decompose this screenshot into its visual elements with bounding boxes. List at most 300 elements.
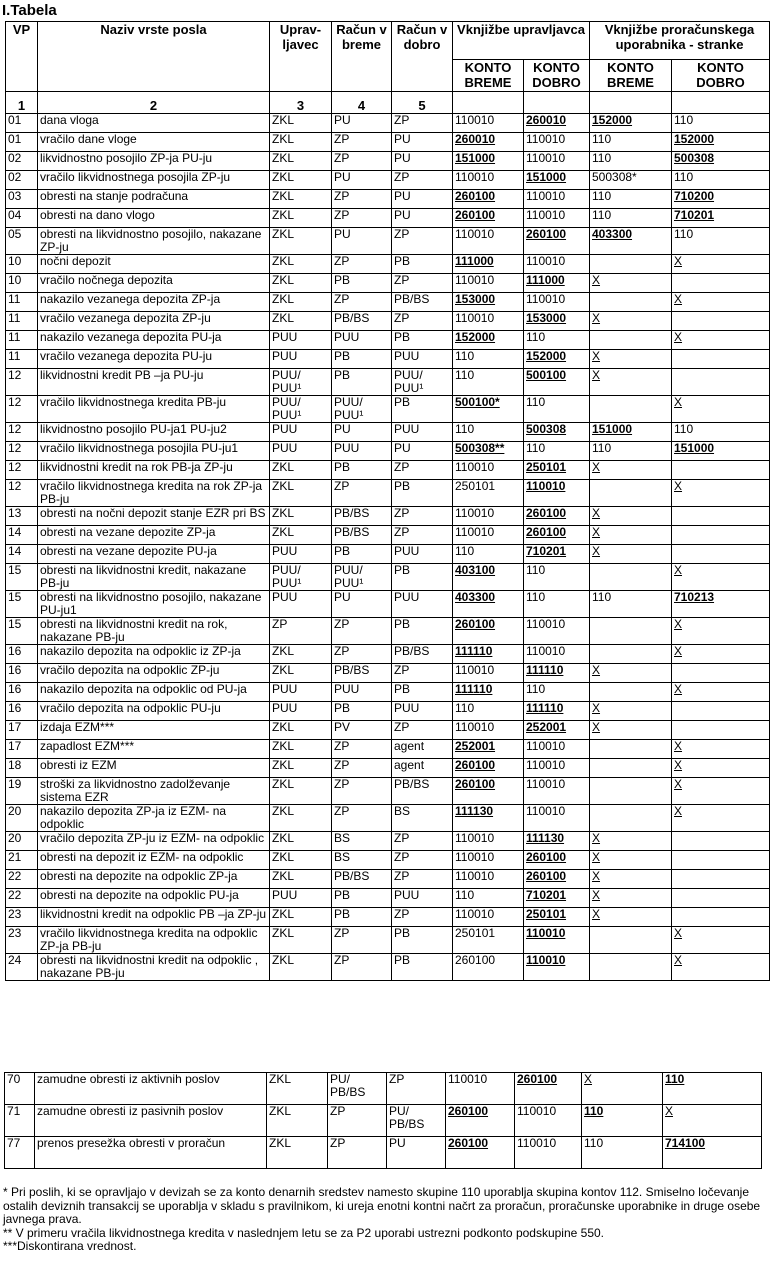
cell-dobro: ZP (392, 507, 453, 526)
cell-upravljavec: ZKL (270, 255, 332, 274)
header-num-empty (672, 92, 770, 114)
cell-breme: PB (332, 889, 392, 908)
cell-konto-dobro-pu (663, 1073, 762, 1105)
cell-breme: BS (332, 851, 392, 870)
cell-vp: 16 (6, 702, 38, 721)
underlined-konto: 151000 (674, 441, 715, 455)
cell-vp: 14 (6, 526, 38, 545)
cell-upravljavec: ZKL (270, 480, 332, 507)
cell-konto-breme-pu (590, 702, 672, 721)
cell-konto-breme-pu (590, 870, 672, 889)
cell-konto-breme-upr (453, 442, 524, 461)
table-row (6, 870, 770, 889)
cell-vp: 14 (6, 545, 38, 564)
cell-breme: ZP (332, 190, 392, 209)
cell-breme: PU (332, 228, 392, 255)
cell-naziv: obresti na vezane depozite ZP-ja (38, 526, 270, 545)
header-num-empty (590, 92, 672, 114)
cell-dobro: PU (392, 190, 453, 209)
table-row (6, 618, 770, 645)
cell-konto-dobro-pu (672, 369, 770, 396)
underlined-konto: 260100 (526, 869, 567, 883)
x-mark: X (674, 330, 683, 344)
cell-konto-breme-pu (590, 778, 672, 805)
cell-konto-dobro-upr (524, 870, 590, 889)
footnote-1: * Pri poslih, ki se opravljajo v devizah se za konto denarnih sredstev namesto skupine 110 uporablja skupina kontov 112. Smiselno ločevanje ostalih deviznih transakcij se uporablja v skladu s pravilnikom, ki ureja enotni kontni načrt za proračun, proračunske uporabnike in druge osebe javnega prava. (3, 1185, 761, 1226)
cell-upravljavec: ZKL (270, 851, 332, 870)
x-mark: X (674, 926, 683, 940)
cell-breme: ZP (332, 954, 392, 981)
cell-upravljavec: PUU (270, 683, 332, 702)
cell-naziv: prenos presežka obresti v proračun (35, 1137, 267, 1169)
underlined-konto: 710201 (526, 888, 567, 902)
cell-konto-breme-upr: 110 (453, 350, 524, 369)
header-vp: VP (6, 22, 38, 92)
table-row (6, 331, 770, 350)
cell-naziv: obresti na likvidnostno posojilo, nakazane ZP-ju (38, 228, 270, 255)
cell-breme: PU/ PB/BS (328, 1073, 387, 1105)
table-row (6, 564, 770, 591)
underlined-konto: 260100 (526, 850, 567, 864)
header-num-4: 4 (332, 92, 392, 114)
underlined-konto: 260100 (455, 758, 496, 772)
table-row (6, 683, 770, 702)
cell-breme: ZP (332, 927, 392, 954)
x-mark: X (592, 720, 601, 734)
cell-konto-dobro-pu (672, 759, 770, 778)
cell-naziv: zamudne obresti iz pasivnih poslov (35, 1105, 267, 1137)
x-mark: X (674, 254, 683, 268)
cell-naziv: zapadlost EZM*** (38, 740, 270, 759)
cell-upravljavec: ZKL (267, 1137, 328, 1169)
cell-konto-breme-upr: 260100 (453, 954, 524, 981)
underlined-konto: 110010 (526, 953, 566, 967)
cell-konto-dobro-upr: 110010 (524, 255, 590, 274)
underlined-konto: 500100* (455, 395, 500, 409)
cell-konto-breme-upr: 110010 (453, 114, 524, 133)
x-mark: X (592, 869, 601, 883)
cell-konto-breme-upr: 110 (453, 423, 524, 442)
cell-dobro: PB (392, 255, 453, 274)
cell-konto-dobro-pu (672, 805, 770, 832)
header-num-1: 1 (6, 92, 38, 114)
table-row (6, 507, 770, 526)
cell-dobro: PB (392, 331, 453, 350)
cell-vp: 17 (6, 740, 38, 759)
footnotes (3, 1186, 769, 1254)
cell-dobro: ZP (392, 664, 453, 683)
underlined-konto: 260100 (448, 1136, 489, 1150)
cell-konto-dobro-pu (672, 442, 770, 461)
underlined-konto: 710200 (674, 189, 715, 203)
cell-konto-dobro-upr: 110010 (524, 805, 590, 832)
x-mark: X (674, 953, 683, 967)
cell-upravljavec: ZKL (270, 721, 332, 740)
cell-konto-dobro-pu (672, 618, 770, 645)
cell-dobro: PU (387, 1137, 446, 1169)
cell-konto-dobro-pu (672, 954, 770, 981)
cell-konto-dobro-upr (524, 171, 590, 190)
cell-konto-dobro-pu (672, 645, 770, 664)
cell-konto-breme-upr: 110010 (453, 721, 524, 740)
cell-konto-dobro-pu (672, 564, 770, 591)
cell-naziv: obresti na likvidnostni kredit, nakazane PB-ju (38, 564, 270, 591)
cell-upravljavec: ZKL (270, 870, 332, 889)
cell-konto-breme-pu (590, 954, 672, 981)
main-table (5, 21, 770, 981)
cell-konto-dobro-upr (515, 1073, 582, 1105)
cell-konto-breme-pu (590, 564, 672, 591)
cell-konto-dobro-pu (672, 350, 770, 369)
cell-dobro: ZP (392, 228, 453, 255)
x-mark: X (592, 701, 601, 715)
cell-konto-dobro-upr: 110010 (524, 209, 590, 228)
cell-konto-dobro-pu (663, 1105, 762, 1137)
underlined-konto: 110 (665, 1072, 685, 1086)
cell-konto-dobro-upr (524, 721, 590, 740)
cell-konto-breme-upr: 110010 (453, 908, 524, 927)
cell-vp: 24 (6, 954, 38, 981)
cell-konto-dobro-pu (663, 1137, 762, 1169)
cell-naziv: nočni depozit (38, 255, 270, 274)
cell-naziv: vračilo nočnega depozita (38, 274, 270, 293)
cell-konto-dobro-upr (524, 545, 590, 564)
cell-vp: 15 (6, 591, 38, 618)
footnote-3: ***Diskontirana vrednost. (3, 1239, 137, 1253)
cell-dobro: PUU (392, 545, 453, 564)
table-row (6, 114, 770, 133)
cell-konto-breme-upr: 110010 (453, 851, 524, 870)
underlined-konto: 110010 (526, 926, 566, 940)
underlined-konto: 714100 (665, 1136, 706, 1150)
cell-konto-breme-upr (446, 1137, 515, 1169)
x-mark: X (674, 563, 683, 577)
cell-vp: 11 (6, 312, 38, 331)
x-mark: X (674, 395, 683, 409)
cell-konto-breme-upr (453, 683, 524, 702)
cell-naziv: obresti na nočni depozit stanje EZR pri BS (38, 507, 270, 526)
cell-breme: ZP (328, 1137, 387, 1169)
cell-konto-breme-pu (590, 889, 672, 908)
underlined-konto: 152000 (674, 132, 715, 146)
cell-breme: PB/BS (332, 526, 392, 545)
cell-konto-breme-pu (590, 274, 672, 293)
cell-naziv: nakazilo vezanega depozita ZP-ja (38, 293, 270, 312)
cell-upravljavec: PUU/ PUU¹ (270, 369, 332, 396)
underlined-konto: 111110 (526, 663, 564, 677)
cell-dobro: PUU (392, 350, 453, 369)
cell-upravljavec: ZKL (270, 152, 332, 171)
cell-upravljavec: ZKL (270, 171, 332, 190)
cell-upravljavec: ZKL (270, 293, 332, 312)
x-mark: X (674, 758, 683, 772)
cell-upravljavec: PUU/ PUU¹ (270, 564, 332, 591)
table-row (6, 721, 770, 740)
cell-upravljavec: PUU (270, 350, 332, 369)
cell-dobro: PB (392, 618, 453, 645)
x-mark: X (674, 292, 683, 306)
underlined-konto: 260100 (526, 506, 567, 520)
cell-konto-breme-pu: 110 (582, 1137, 663, 1169)
cell-upravljavec: PUU/ PUU¹ (270, 396, 332, 423)
table-row (6, 908, 770, 927)
cell-breme: ZP (328, 1105, 387, 1137)
underlined-konto: 152000 (455, 330, 496, 344)
x-mark: X (592, 888, 601, 902)
underlined-konto: 260100 (448, 1104, 489, 1118)
cell-upravljavec: ZKL (270, 507, 332, 526)
cell-konto-dobro-upr: 110 (524, 396, 590, 423)
cell-vp: 16 (6, 664, 38, 683)
cell-naziv: nakazilo depozita na odpoklic od PU-ja (38, 683, 270, 702)
table-row (5, 1105, 762, 1137)
table-row (6, 350, 770, 369)
cell-konto-breme-upr (453, 209, 524, 228)
cell-konto-dobro-upr: 110 (524, 683, 590, 702)
cell-breme: PUU (332, 331, 392, 350)
cell-konto-breme-pu (590, 312, 672, 331)
page-title: I.Tabela (2, 2, 57, 19)
cell-konto-dobro-upr (524, 274, 590, 293)
cell-vp: 15 (6, 618, 38, 645)
cell-konto-dobro-upr (524, 851, 590, 870)
table-row (6, 805, 770, 832)
cell-vp: 03 (6, 190, 38, 209)
table-row (6, 778, 770, 805)
header-dobro: Račun v dobro (392, 22, 453, 92)
cell-breme: PU (332, 591, 392, 618)
cell-vp: 12 (6, 423, 38, 442)
cell-dobro: PB (392, 564, 453, 591)
underlined-konto: 152000 (526, 349, 567, 363)
cell-konto-dobro-upr: 110010 (524, 190, 590, 209)
cell-konto-breme-pu (590, 805, 672, 832)
table-row (6, 442, 770, 461)
cell-upravljavec: PUU (270, 889, 332, 908)
cell-konto-breme-pu (590, 526, 672, 545)
header-konto-dobro: KONTO DOBRO (524, 60, 590, 92)
cell-breme: PUU/ PUU¹ (332, 564, 392, 591)
x-mark: X (674, 682, 683, 696)
underlined-konto: 260100 (526, 525, 567, 539)
cell-naziv: likvidnostni kredit PB –ja PU-ju (38, 369, 270, 396)
x-mark: X (592, 907, 601, 921)
cell-naziv: zamudne obresti iz aktivnih poslov (35, 1073, 267, 1105)
underlined-konto: 111110 (455, 644, 493, 658)
cell-dobro: ZP (392, 274, 453, 293)
x-mark: X (592, 663, 601, 677)
cell-breme: ZP (332, 805, 392, 832)
underlined-konto: 153000 (526, 311, 567, 325)
header-num-2: 2 (38, 92, 270, 114)
cell-breme: PB (332, 369, 392, 396)
cell-naziv: obresti na depozit iz EZM- na odpoklic (38, 851, 270, 870)
cell-konto-breme-upr (453, 396, 524, 423)
underlined-konto: 260100 (517, 1072, 558, 1086)
x-mark: X (674, 644, 683, 658)
cell-vp: 12 (6, 442, 38, 461)
cell-naziv: obresti na depozite na odpoklic ZP-ja (38, 870, 270, 889)
cell-breme: ZP (332, 293, 392, 312)
cell-konto-dobro-pu (672, 778, 770, 805)
cell-upravljavec: ZKL (270, 228, 332, 255)
cell-konto-dobro-pu (672, 312, 770, 331)
cell-naziv: vračilo vezanega depozita ZP-ju (38, 312, 270, 331)
cell-naziv: stroški za likvidnostno zadolževanje sistema EZR (38, 778, 270, 805)
cell-konto-dobro-pu (672, 591, 770, 618)
cell-konto-dobro-upr: 110010 (524, 778, 590, 805)
table-row (6, 759, 770, 778)
cell-upravljavec: ZKL (270, 461, 332, 480)
underlined-konto: 250101 (526, 907, 567, 921)
underlined-konto: 710201 (526, 544, 567, 558)
cell-upravljavec: ZKL (270, 805, 332, 832)
cell-konto-dobro-pu (672, 526, 770, 545)
cell-dobro: BS (392, 805, 453, 832)
cell-vp: 12 (6, 480, 38, 507)
cell-breme: ZP (332, 480, 392, 507)
cell-upravljavec: ZKL (267, 1073, 328, 1105)
cell-vp: 18 (6, 759, 38, 778)
x-mark: X (592, 525, 601, 539)
cell-konto-dobro-upr (524, 664, 590, 683)
cell-konto-breme-pu: 110 (590, 442, 672, 461)
underlined-konto: 260100 (526, 227, 567, 241)
underlined-konto: 260010 (455, 132, 496, 146)
cell-konto-breme-pu (590, 255, 672, 274)
cell-konto-breme-upr: 110 (453, 545, 524, 564)
table-row (6, 480, 770, 507)
cell-konto-dobro-upr (524, 312, 590, 331)
table-row (6, 461, 770, 480)
cell-vp: 11 (6, 293, 38, 312)
table-row (6, 255, 770, 274)
underlined-konto: 500308 (674, 151, 715, 165)
cell-konto-dobro-pu (672, 461, 770, 480)
cell-konto-breme-upr (453, 645, 524, 664)
cell-naziv: dana vloga (38, 114, 270, 133)
cell-dobro: ZP (392, 526, 453, 545)
x-mark: X (592, 460, 601, 474)
cell-vp: 13 (6, 507, 38, 526)
cell-konto-dobro-upr (524, 114, 590, 133)
cell-konto-breme-pu (590, 461, 672, 480)
x-mark: X (592, 850, 601, 864)
cell-konto-breme-upr (453, 293, 524, 312)
cell-konto-dobro-pu (672, 396, 770, 423)
cell-dobro: PU (392, 133, 453, 152)
cell-konto-breme-upr (453, 331, 524, 350)
table-row (5, 1137, 762, 1169)
cell-naziv: obresti na stanje podračuna (38, 190, 270, 209)
underlined-konto: 111000 (455, 254, 494, 268)
cell-dobro: PB (392, 683, 453, 702)
cell-naziv: vračilo depozita ZP-ju iz EZM- na odpoklic (38, 832, 270, 851)
underlined-konto: 500308 (526, 422, 567, 436)
cell-upravljavec: ZKL (270, 190, 332, 209)
cell-vp: 11 (6, 331, 38, 350)
cell-dobro: agent (392, 759, 453, 778)
cell-naziv: likvidnostni kredit na odpoklic PB –ja ZP-ju (38, 908, 270, 927)
cell-upravljavec: ZKL (270, 908, 332, 927)
cell-vp: 16 (6, 645, 38, 664)
cell-breme: PUU (332, 683, 392, 702)
cell-konto-breme-upr (453, 740, 524, 759)
cell-breme: ZP (332, 740, 392, 759)
cell-vp: 70 (5, 1073, 35, 1105)
cell-dobro: PUU (392, 889, 453, 908)
cell-konto-dobro-pu (672, 274, 770, 293)
cell-vp: 04 (6, 209, 38, 228)
table-row (6, 740, 770, 759)
underlined-konto: 710201 (674, 208, 715, 222)
header-num-3: 3 (270, 92, 332, 114)
header-konto-dobro-pu: KONTO DOBRO (672, 60, 770, 92)
cell-konto-breme-pu (590, 114, 672, 133)
cell-vp: 12 (6, 461, 38, 480)
cell-breme: ZP (332, 645, 392, 664)
table-row (6, 702, 770, 721)
underlined-konto: 403300 (592, 227, 633, 241)
cell-upravljavec: ZKL (270, 954, 332, 981)
x-mark: X (665, 1104, 674, 1118)
table-row (6, 927, 770, 954)
cell-breme: ZP (332, 255, 392, 274)
cell-vp: 02 (6, 171, 38, 190)
cell-dobro: PB (392, 954, 453, 981)
cell-breme: PB (332, 908, 392, 927)
cell-breme: ZP (332, 209, 392, 228)
cell-konto-breme-pu (590, 423, 672, 442)
cell-konto-breme-upr (446, 1105, 515, 1137)
x-mark: X (592, 368, 601, 382)
cell-konto-breme-upr: 110010 (453, 870, 524, 889)
cell-breme: ZP (332, 759, 392, 778)
cell-dobro: PUU (392, 423, 453, 442)
cell-breme: PB (332, 545, 392, 564)
cell-naziv: nakazilo depozita ZP-ja iz EZM- na odpoklic (38, 805, 270, 832)
x-mark: X (592, 349, 601, 363)
cell-naziv: obresti na dano vlogo (38, 209, 270, 228)
cell-konto-breme-pu: 110 (590, 591, 672, 618)
cell-konto-dobro-pu (672, 908, 770, 927)
table-row (6, 209, 770, 228)
underlined-konto: 111110 (455, 682, 493, 696)
table-row (6, 645, 770, 664)
cell-konto-breme-upr: 110010 (453, 461, 524, 480)
cell-konto-dobro-upr: 110 (524, 331, 590, 350)
cell-konto-dobro-upr (524, 350, 590, 369)
cell-dobro: PU (392, 152, 453, 171)
cell-naziv: vračilo likvidnostnega kredita PB-ju (38, 396, 270, 423)
cell-konto-dobro-upr (524, 526, 590, 545)
cell-konto-breme-upr (453, 152, 524, 171)
cell-konto-breme-pu (590, 721, 672, 740)
cell-konto-dobro-upr: 110 (524, 564, 590, 591)
cell-konto-dobro-pu (672, 293, 770, 312)
cell-breme: ZP (332, 778, 392, 805)
cell-breme: PB (332, 274, 392, 293)
cell-konto-dobro-upr (524, 461, 590, 480)
cell-konto-breme-pu (582, 1105, 663, 1137)
underlined-konto: 260100 (455, 208, 496, 222)
cell-konto-breme-upr: 110010 (453, 274, 524, 293)
cell-konto-breme-pu (590, 396, 672, 423)
cell-naziv: likvidnostno posojilo PU-ja1 PU-ju2 (38, 423, 270, 442)
cell-upravljavec: PUU (270, 591, 332, 618)
cell-naziv: obresti iz EZM (38, 759, 270, 778)
cell-dobro: ZP (387, 1073, 446, 1105)
